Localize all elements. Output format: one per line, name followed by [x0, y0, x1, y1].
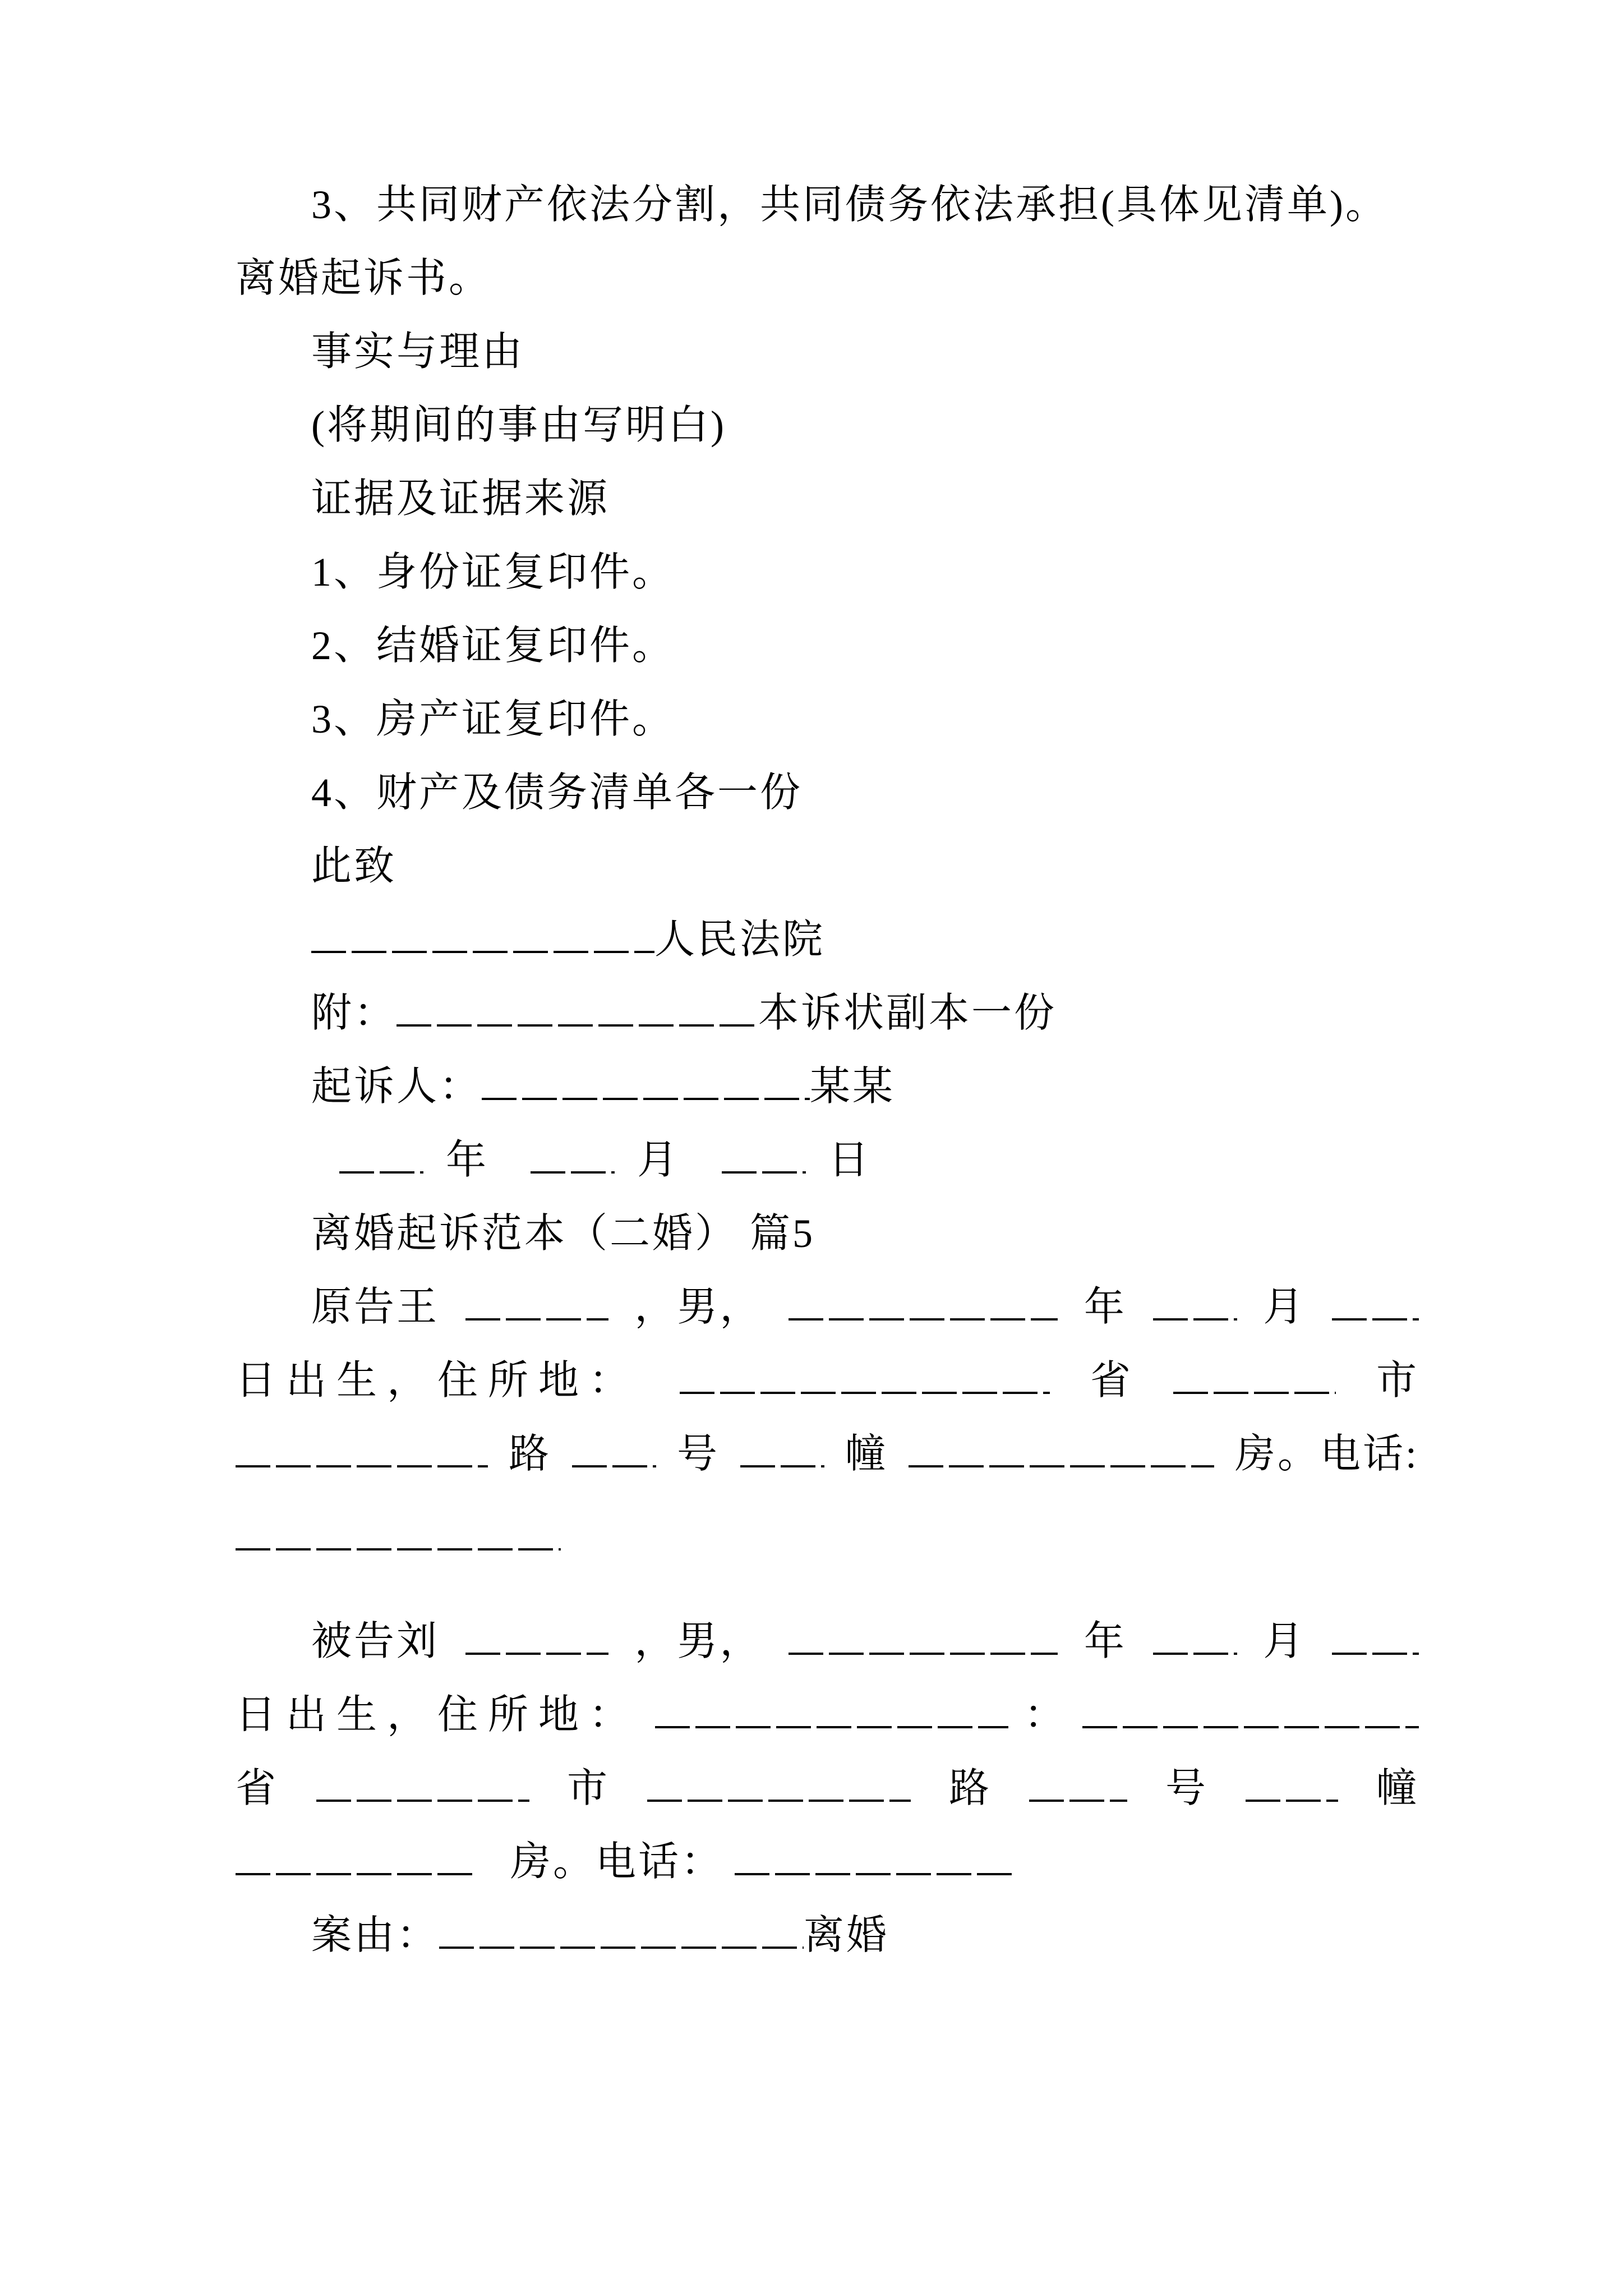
blank-field-underline — [236, 1843, 477, 1875]
text-segment: 离婚起诉书。 — [236, 256, 492, 301]
document-line — [236, 1678, 1419, 1752]
blank-field-underline — [1246, 1769, 1338, 1802]
blank-field-underline — [465, 1622, 608, 1655]
text-segment: 幢 — [1376, 1766, 1419, 1811]
text-segment: 被告刘 — [311, 1619, 440, 1664]
text-segment: 省 — [236, 1766, 279, 1811]
blank-field-underline — [1153, 1622, 1237, 1655]
document-line — [236, 1344, 1419, 1418]
text-segment: 路 — [508, 1432, 551, 1476]
blank-field-underline — [1332, 1288, 1419, 1320]
text-segment: ，男， — [634, 1285, 763, 1329]
text-segment: 幢 — [845, 1432, 888, 1476]
text-segment: 年 — [1083, 1285, 1127, 1329]
text-segment: 原告王 — [311, 1285, 440, 1329]
document-line — [236, 1050, 1419, 1124]
blank-field-underline — [1029, 1769, 1127, 1802]
blank-field-underline — [531, 1141, 615, 1174]
blank-field-underline — [655, 1696, 1008, 1728]
blank-field-underline — [735, 1843, 1015, 1875]
text-segment: 4、财产及债务清单各一份 — [311, 770, 803, 815]
blank-field-underline — [909, 1435, 1214, 1467]
blank-field-underline — [316, 1769, 529, 1802]
document-line — [236, 242, 1419, 315]
document-line — [236, 609, 1419, 683]
blank-field-underline — [740, 1435, 824, 1467]
blank-field-underline — [1153, 1288, 1237, 1320]
document-line — [236, 756, 1419, 830]
document-line — [236, 168, 1419, 242]
blank-field-underline — [1332, 1622, 1419, 1655]
text-segment: ，男， — [634, 1619, 763, 1664]
text-segment: 离婚起诉范本（二婚） 篇5 — [311, 1211, 815, 1256]
text-segment: 此致 — [311, 844, 397, 889]
text-segment: 日 — [828, 1138, 872, 1182]
text-segment: 月 — [1263, 1285, 1306, 1329]
document-line — [236, 903, 1419, 977]
blank-field-underline — [396, 994, 758, 1027]
text-segment: 省 — [1090, 1358, 1133, 1403]
blank-field-underline — [465, 1288, 608, 1320]
document-line — [236, 830, 1419, 903]
blank-field-underline — [439, 1916, 804, 1949]
text-segment: 3、房产证复印件。 — [311, 697, 675, 742]
blank-field-underline — [680, 1361, 1050, 1394]
text-segment: (将期间的事由写明白) — [311, 403, 726, 448]
document-line — [236, 1518, 1419, 1591]
document-line — [236, 1605, 1419, 1678]
text-segment: 1、身份证复印件。 — [311, 550, 675, 595]
text-segment: 3、共同财产依法分割，共同债务依法承担(具体见清单)。 — [311, 182, 1388, 227]
text-segment: 案由： — [311, 1913, 440, 1958]
text-segment: 证据及证据来源 — [311, 476, 610, 521]
text-segment: 本诉状副本一份 — [758, 991, 1057, 1036]
text-segment: 起诉人： — [311, 1064, 482, 1109]
blank-field-underline — [236, 1435, 488, 1467]
blank-field-underline — [789, 1622, 1058, 1655]
text-segment: 房。电话： — [510, 1839, 724, 1884]
blank-field-underline — [722, 1141, 806, 1174]
document-line — [236, 1271, 1419, 1344]
text-segment: ： — [1023, 1692, 1067, 1737]
text-segment: 年 — [1083, 1619, 1127, 1664]
text-segment: 市 — [1376, 1358, 1419, 1403]
document-line — [236, 1197, 1419, 1271]
text-segment: 人民法院 — [654, 917, 826, 962]
blank-field-underline — [236, 1518, 561, 1550]
text-segment: 月 — [1263, 1619, 1306, 1664]
text-segment: 号 — [1165, 1766, 1208, 1811]
document-line — [236, 1825, 1419, 1899]
text-segment: 附： — [311, 991, 397, 1036]
text-segment: 年 — [446, 1138, 489, 1182]
text-segment: 房。电话: — [1234, 1432, 1419, 1476]
text-segment: 事实与理由 — [311, 329, 525, 374]
text-segment: 市 — [566, 1766, 610, 1811]
blank-field-underline — [1082, 1696, 1419, 1728]
document-line — [236, 389, 1419, 462]
text-segment: 日出生，住所地： — [236, 1358, 640, 1403]
blank-field-underline — [572, 1435, 656, 1467]
text-segment: 2、结婚证复印件。 — [311, 623, 675, 668]
text-segment: 月 — [637, 1138, 680, 1182]
blank-field-underline — [482, 1068, 810, 1100]
document-line — [236, 315, 1419, 389]
blank-field-underline — [311, 921, 654, 953]
text-segment: 日出生，住所地： — [236, 1692, 640, 1737]
blank-field-underline — [1173, 1361, 1336, 1394]
text-segment: 离婚 — [804, 1913, 889, 1958]
text-segment: 路 — [948, 1766, 992, 1811]
document-line — [236, 1124, 1419, 1197]
text-segment: 号 — [676, 1432, 720, 1476]
document-line — [236, 536, 1419, 609]
text-segment: 某某 — [810, 1064, 896, 1109]
document-line — [236, 1752, 1419, 1825]
blank-field-underline — [339, 1141, 423, 1174]
blank-field-underline — [789, 1288, 1058, 1320]
document-line — [236, 683, 1419, 756]
document-line — [236, 462, 1419, 536]
document-line — [236, 1899, 1419, 1972]
document-line — [236, 1418, 1419, 1491]
document-line — [236, 977, 1419, 1050]
blank-field-underline — [647, 1769, 911, 1802]
